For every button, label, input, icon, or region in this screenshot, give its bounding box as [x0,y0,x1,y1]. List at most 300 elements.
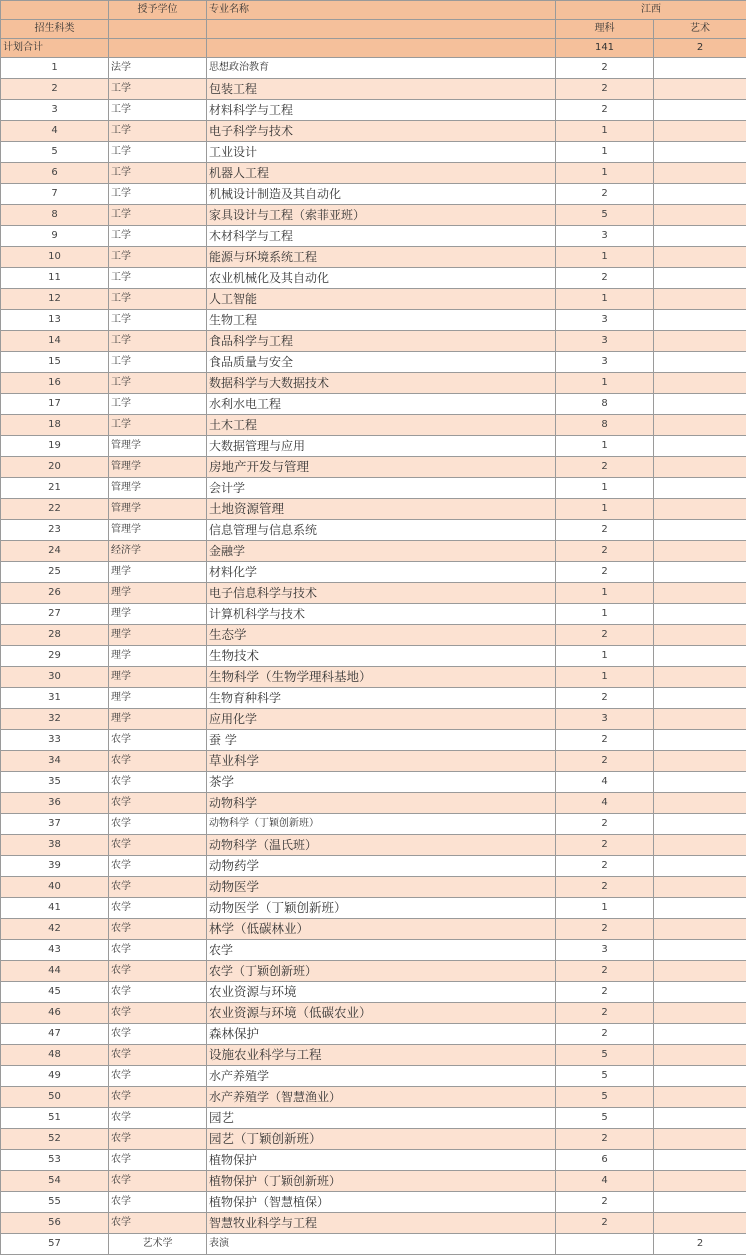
row-number: 55 [1,1192,109,1213]
row-number: 17 [1,394,109,415]
major-name-cell: 植物保护 [207,1150,556,1171]
major-name-cell: 动物药学 [207,856,556,877]
row-number: 36 [1,793,109,814]
science-count-cell: 3 [556,226,654,247]
table-row [1,1171,746,1192]
science-count-cell: 2 [556,184,654,205]
degree-cell: 农学 [109,835,207,856]
science-count-cell: 2 [556,1003,654,1024]
total-label: 计划合计 [1,39,109,58]
row-number: 13 [1,310,109,331]
degree-cell: 理学 [109,688,207,709]
table-row [1,58,746,79]
major-name-cell: 草业科学 [207,751,556,772]
table-row [1,919,746,940]
degree-cell: 工学 [109,142,207,163]
science-count-cell: 4 [556,1171,654,1192]
blank-cell [207,39,556,58]
art-count-cell [654,688,746,709]
row-number: 9 [1,226,109,247]
art-count-cell [654,457,746,478]
header-row-1 [1,1,746,20]
science-count-cell: 2 [556,856,654,877]
science-count-cell: 5 [556,1108,654,1129]
art-count-cell [654,1171,746,1192]
row-number: 5 [1,142,109,163]
row-number: 14 [1,331,109,352]
degree-cell: 理学 [109,625,207,646]
degree-cell: 农学 [109,1087,207,1108]
major-name-cell: 农业机械化及其自动化 [207,268,556,289]
major-name-cell: 材料科学与工程 [207,100,556,121]
science-count-cell: 5 [556,1066,654,1087]
row-number: 32 [1,709,109,730]
major-name-cell: 计算机科学与技术 [207,604,556,625]
degree-cell: 农学 [109,1066,207,1087]
major-name-cell: 森林保护 [207,1024,556,1045]
science-count-cell: 4 [556,793,654,814]
table-row [1,1003,746,1024]
row-number: 47 [1,1024,109,1045]
art-count-cell [654,436,746,457]
major-name-cell: 生物育种科学 [207,688,556,709]
art-count-cell [654,541,746,562]
science-count-cell: 1 [556,121,654,142]
table-row [1,373,746,394]
art-count-cell [654,478,746,499]
art-count-cell [654,1192,746,1213]
row-number: 38 [1,835,109,856]
degree-cell: 艺术学 [109,1234,207,1255]
science-count-cell: 2 [556,625,654,646]
table-row [1,79,746,100]
table-row [1,289,746,310]
table-row [1,226,746,247]
table-row [1,1108,746,1129]
science-count-cell: 2 [556,919,654,940]
table-row [1,1213,746,1234]
major-name-cell: 能源与环境系统工程 [207,247,556,268]
degree-cell: 农学 [109,940,207,961]
row-number: 15 [1,352,109,373]
row-number: 44 [1,961,109,982]
total-row [1,39,746,58]
row-number: 26 [1,583,109,604]
degree-cell: 农学 [109,877,207,898]
degree-cell: 法学 [109,58,207,79]
row-number: 12 [1,289,109,310]
science-count-cell: 1 [556,247,654,268]
science-count-cell: 2 [556,1192,654,1213]
major-name-cell: 应用化学 [207,709,556,730]
degree-cell: 理学 [109,583,207,604]
row-number: 40 [1,877,109,898]
table-row [1,205,746,226]
table-row [1,1234,746,1255]
science-count-cell: 3 [556,709,654,730]
major-name-cell: 林学（低碳林业） [207,919,556,940]
table-row [1,814,746,835]
science-count-cell: 2 [556,751,654,772]
row-number: 21 [1,478,109,499]
row-number: 54 [1,1171,109,1192]
header-row-2 [1,20,746,39]
table-row [1,856,746,877]
science-count-cell: 3 [556,940,654,961]
row-number: 42 [1,919,109,940]
degree-cell: 工学 [109,121,207,142]
art-count-cell [654,646,746,667]
art-count-cell [654,247,746,268]
art-count-cell [654,352,746,373]
table-row [1,541,746,562]
row-number: 56 [1,1213,109,1234]
degree-cell: 农学 [109,1045,207,1066]
degree-cell: 农学 [109,793,207,814]
art-count-cell: 2 [654,1234,746,1255]
table-row [1,352,746,373]
table-row [1,877,746,898]
art-count-cell [654,226,746,247]
art-count-cell [654,373,746,394]
science-header: 理科 [556,20,654,39]
art-count-cell [654,394,746,415]
row-number: 18 [1,415,109,436]
degree-cell: 农学 [109,982,207,1003]
degree-cell: 工学 [109,331,207,352]
science-count-cell: 2 [556,835,654,856]
degree-cell: 理学 [109,646,207,667]
art-count-cell [654,583,746,604]
degree-cell: 工学 [109,394,207,415]
science-count-cell: 2 [556,79,654,100]
row-number: 25 [1,562,109,583]
art-count-cell [654,1066,746,1087]
science-count-cell: 2 [556,562,654,583]
table-row [1,1066,746,1087]
row-number: 8 [1,205,109,226]
art-count-cell [654,163,746,184]
row-number: 43 [1,940,109,961]
major-name-cell: 思想政治教育 [207,58,556,79]
science-count-cell: 2 [556,877,654,898]
table-row [1,1192,746,1213]
science-count-cell: 2 [556,457,654,478]
table-row [1,562,746,583]
science-count-cell: 1 [556,436,654,457]
degree-cell: 工学 [109,79,207,100]
row-number: 52 [1,1129,109,1150]
table-row [1,835,746,856]
table-row [1,709,746,730]
art-count-cell [654,100,746,121]
table-row [1,1045,746,1066]
row-number: 50 [1,1087,109,1108]
total-art: 2 [654,39,746,58]
major-name-cell: 植物保护（丁颖创新班） [207,1171,556,1192]
art-count-cell [654,940,746,961]
degree-cell: 理学 [109,562,207,583]
blank-cell [109,20,207,39]
major-name-cell: 包装工程 [207,79,556,100]
major-name-cell: 园艺 [207,1108,556,1129]
science-count-cell: 1 [556,898,654,919]
major-name-cell: 生态学 [207,625,556,646]
art-count-cell [654,1129,746,1150]
degree-cell: 农学 [109,1192,207,1213]
row-number: 1 [1,58,109,79]
degree-cell: 工学 [109,415,207,436]
major-name-cell: 人工智能 [207,289,556,310]
row-number: 22 [1,499,109,520]
major-name-cell: 农业资源与环境（低碳农业） [207,1003,556,1024]
degree-cell: 工学 [109,373,207,394]
art-count-cell [654,1045,746,1066]
science-count-cell: 2 [556,1213,654,1234]
art-count-cell [654,1003,746,1024]
table-row [1,940,746,961]
major-name-cell: 农学（丁颖创新班） [207,961,556,982]
table-row [1,457,746,478]
degree-cell: 农学 [109,1108,207,1129]
science-count-cell: 8 [556,415,654,436]
major-name-cell: 设施农业科学与工程 [207,1045,556,1066]
degree-cell: 农学 [109,1213,207,1234]
table-row [1,415,746,436]
art-count-cell [654,331,746,352]
major-name-cell: 生物技术 [207,646,556,667]
science-count-cell: 2 [556,541,654,562]
art-count-cell [654,667,746,688]
science-count-cell: 5 [556,1045,654,1066]
science-count-cell: 2 [556,982,654,1003]
table-row [1,961,746,982]
major-name-cell: 材料化学 [207,562,556,583]
degree-cell: 工学 [109,100,207,121]
table-row [1,583,746,604]
degree-cell: 农学 [109,1129,207,1150]
row-number: 7 [1,184,109,205]
science-count-cell: 2 [556,1129,654,1150]
degree-cell: 工学 [109,205,207,226]
table-row [1,268,746,289]
science-count-cell: 3 [556,310,654,331]
major-name-cell: 工业设计 [207,142,556,163]
degree-cell: 管理学 [109,478,207,499]
science-count-cell: 3 [556,352,654,373]
science-count-cell: 2 [556,730,654,751]
major-name-cell: 动物科学（丁颖创新班） [207,814,556,835]
art-count-cell [654,310,746,331]
art-count-cell [654,730,746,751]
row-number: 10 [1,247,109,268]
science-count-cell: 1 [556,604,654,625]
art-count-cell [654,814,746,835]
major-name-cell: 机器人工程 [207,163,556,184]
degree-cell: 工学 [109,226,207,247]
science-count-cell: 2 [556,961,654,982]
row-number: 45 [1,982,109,1003]
degree-cell: 理学 [109,709,207,730]
science-count-cell: 4 [556,772,654,793]
art-count-cell [654,184,746,205]
degree-cell: 工学 [109,184,207,205]
degree-cell: 农学 [109,1024,207,1045]
row-number: 30 [1,667,109,688]
degree-cell: 工学 [109,163,207,184]
major-name-cell: 表演 [207,1234,556,1255]
blank-cell [109,39,207,58]
art-count-cell [654,919,746,940]
degree-cell: 农学 [109,856,207,877]
science-count-cell: 1 [556,499,654,520]
art-count-cell [654,562,746,583]
row-number: 31 [1,688,109,709]
major-name-cell: 食品质量与安全 [207,352,556,373]
major-name-cell: 水利水电工程 [207,394,556,415]
science-count-cell: 1 [556,478,654,499]
row-number: 28 [1,625,109,646]
degree-cell: 农学 [109,751,207,772]
science-count-cell: 5 [556,1087,654,1108]
major-name-cell: 生物科学（生物学理科基地） [207,667,556,688]
major-name-cell: 会计学 [207,478,556,499]
science-count-cell: 2 [556,688,654,709]
degree-cell: 工学 [109,310,207,331]
art-count-cell [654,604,746,625]
blank-header-cell [1,1,109,20]
art-count-cell [654,625,746,646]
row-number: 4 [1,121,109,142]
art-count-cell [654,205,746,226]
major-name-cell: 茶学 [207,772,556,793]
row-number: 24 [1,541,109,562]
art-count-cell [654,520,746,541]
row-number: 34 [1,751,109,772]
science-count-cell: 1 [556,583,654,604]
major-name-cell: 动物医学（丁颖创新班） [207,898,556,919]
degree-cell: 管理学 [109,457,207,478]
degree-cell: 农学 [109,898,207,919]
degree-cell: 理学 [109,604,207,625]
table-row [1,184,746,205]
table-row [1,142,746,163]
art-header: 艺术 [654,20,746,39]
degree-cell: 理学 [109,667,207,688]
science-count-cell: 1 [556,373,654,394]
table-row [1,625,746,646]
table-row [1,331,746,352]
degree-cell: 经济学 [109,541,207,562]
row-number: 33 [1,730,109,751]
total-science: 141 [556,39,654,58]
science-count-cell: 6 [556,1150,654,1171]
table-row [1,247,746,268]
row-number: 53 [1,1150,109,1171]
row-number: 35 [1,772,109,793]
table-row [1,982,746,1003]
table-row [1,1129,746,1150]
art-count-cell [654,1024,746,1045]
science-count-cell: 2 [556,268,654,289]
degree-cell: 工学 [109,247,207,268]
table-row [1,478,746,499]
table-row [1,436,746,457]
table-row [1,730,746,751]
degree-cell: 农学 [109,1171,207,1192]
science-count-cell: 1 [556,142,654,163]
art-count-cell [654,898,746,919]
science-count-cell: 1 [556,289,654,310]
art-count-cell [654,835,746,856]
art-count-cell [654,289,746,310]
art-count-cell [654,499,746,520]
degree-cell: 农学 [109,1150,207,1171]
row-number: 51 [1,1108,109,1129]
science-count-cell: 8 [556,394,654,415]
row-number: 39 [1,856,109,877]
row-number: 41 [1,898,109,919]
row-number: 23 [1,520,109,541]
major-name-cell: 电子信息科学与技术 [207,583,556,604]
row-number: 16 [1,373,109,394]
art-count-cell [654,415,746,436]
art-count-cell [654,1213,746,1234]
science-count-cell: 1 [556,646,654,667]
art-count-cell [654,1108,746,1129]
major-name-cell: 食品科学与工程 [207,331,556,352]
science-count-cell: 2 [556,100,654,121]
table-row [1,1150,746,1171]
degree-cell: 农学 [109,772,207,793]
table-row [1,772,746,793]
science-count-cell: 5 [556,205,654,226]
table-row [1,394,746,415]
art-count-cell [654,856,746,877]
row-number: 57 [1,1234,109,1255]
art-count-cell [654,877,746,898]
science-count-cell: 1 [556,163,654,184]
table-row [1,751,746,772]
art-count-cell [654,709,746,730]
major-name-cell: 生物工程 [207,310,556,331]
major-name-cell: 金融学 [207,541,556,562]
table-row [1,604,746,625]
category-label: 招生科类 [1,20,109,39]
row-number: 27 [1,604,109,625]
table-row [1,310,746,331]
degree-cell: 工学 [109,352,207,373]
degree-cell: 农学 [109,919,207,940]
art-count-cell [654,1150,746,1171]
table-row [1,100,746,121]
major-name-cell: 木材科学与工程 [207,226,556,247]
art-count-cell [654,793,746,814]
row-number: 46 [1,1003,109,1024]
art-count-cell [654,982,746,1003]
table-row [1,1087,746,1108]
table-row [1,646,746,667]
table-row [1,163,746,184]
degree-cell: 管理学 [109,499,207,520]
row-number: 20 [1,457,109,478]
major-name-cell: 电子科学与技术 [207,121,556,142]
major-name-cell: 蚕 学 [207,730,556,751]
degree-header: 授予学位 [109,1,207,20]
row-number: 11 [1,268,109,289]
row-number: 29 [1,646,109,667]
table-row [1,520,746,541]
